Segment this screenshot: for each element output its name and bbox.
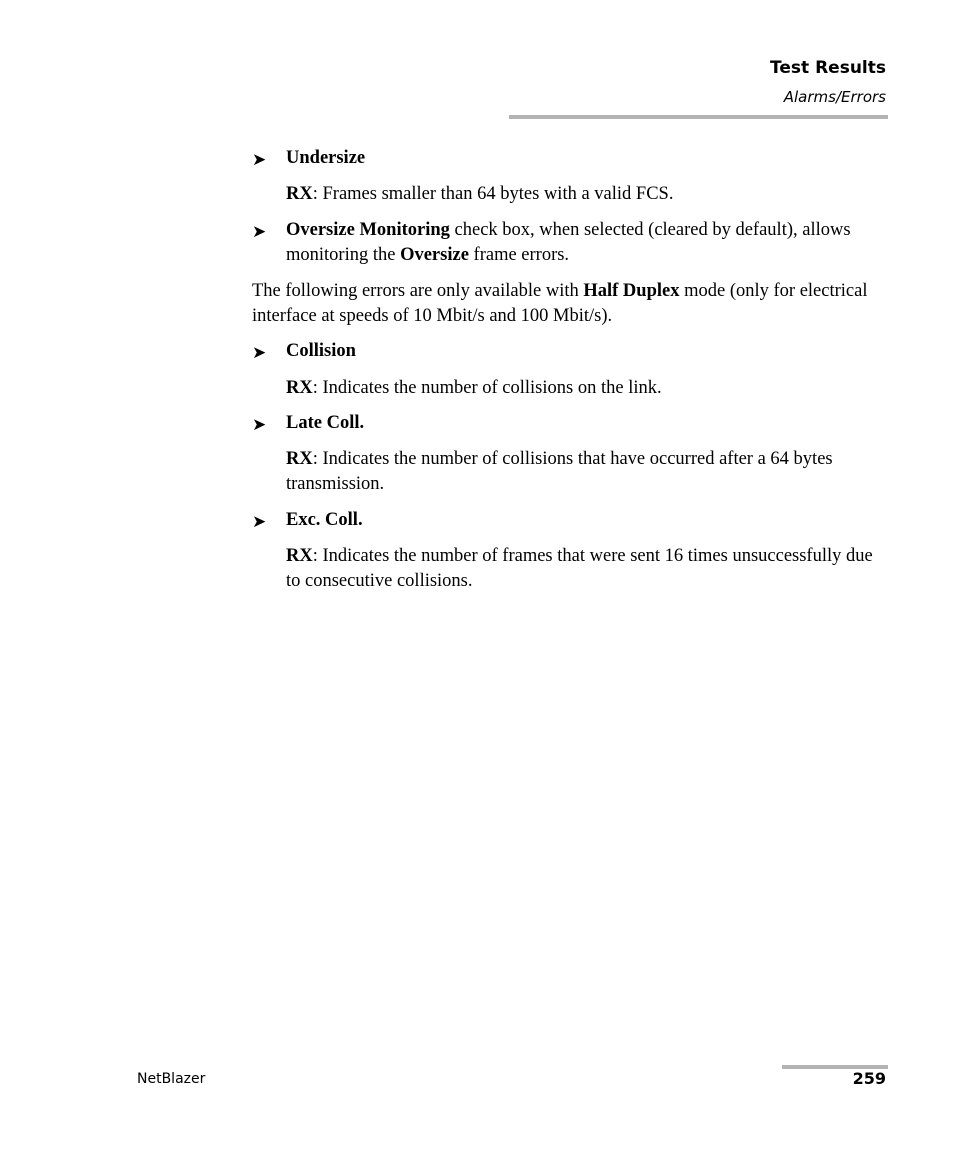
bullet-arrow-icon: ➤: [252, 343, 267, 362]
page-number: 259: [852, 1069, 886, 1088]
bullet-arrow-icon: ➤: [252, 150, 267, 169]
header-rule: [509, 115, 888, 119]
item-label: Undersize: [286, 148, 366, 168]
item-label: Oversize Monitoring: [286, 220, 450, 240]
item-description: RX: Indicates the number of collisions on the link.: [286, 378, 662, 398]
item-label: Exc. Coll.: [286, 510, 363, 530]
item-description: RX: Frames smaller than 64 bytes with a valid FCS.: [286, 184, 674, 204]
item-label: Collision: [286, 341, 356, 361]
half-duplex-note: The following errors are only available with Half Duplex mode (only for electrical interface at speeds of 10 Mbit/s and 100 Mbit/s).: [252, 281, 868, 326]
header-subtitle: Alarms/Errors: [783, 88, 886, 106]
item-description: RX: Indicates the number of frames that were sent 16 times unsuccessfully due to consecutive collisions.: [286, 546, 873, 591]
header-title: Test Results: [770, 58, 886, 78]
item-label: Late Coll.: [286, 413, 365, 433]
bullet-arrow-icon: ➤: [252, 415, 267, 434]
bullet-arrow-icon: ➤: [252, 222, 267, 241]
rx-label: RX: [286, 449, 313, 469]
footer-product-name: NetBlazer: [137, 1071, 206, 1087]
item-description: RX: Indicates the number of collisions that have occurred after a 64 bytes transmission.: [286, 449, 833, 494]
rx-label: RX: [286, 546, 313, 566]
rx-label: RX: [286, 184, 313, 204]
rx-label: RX: [286, 378, 313, 398]
bullet-arrow-icon: ➤: [252, 512, 267, 531]
